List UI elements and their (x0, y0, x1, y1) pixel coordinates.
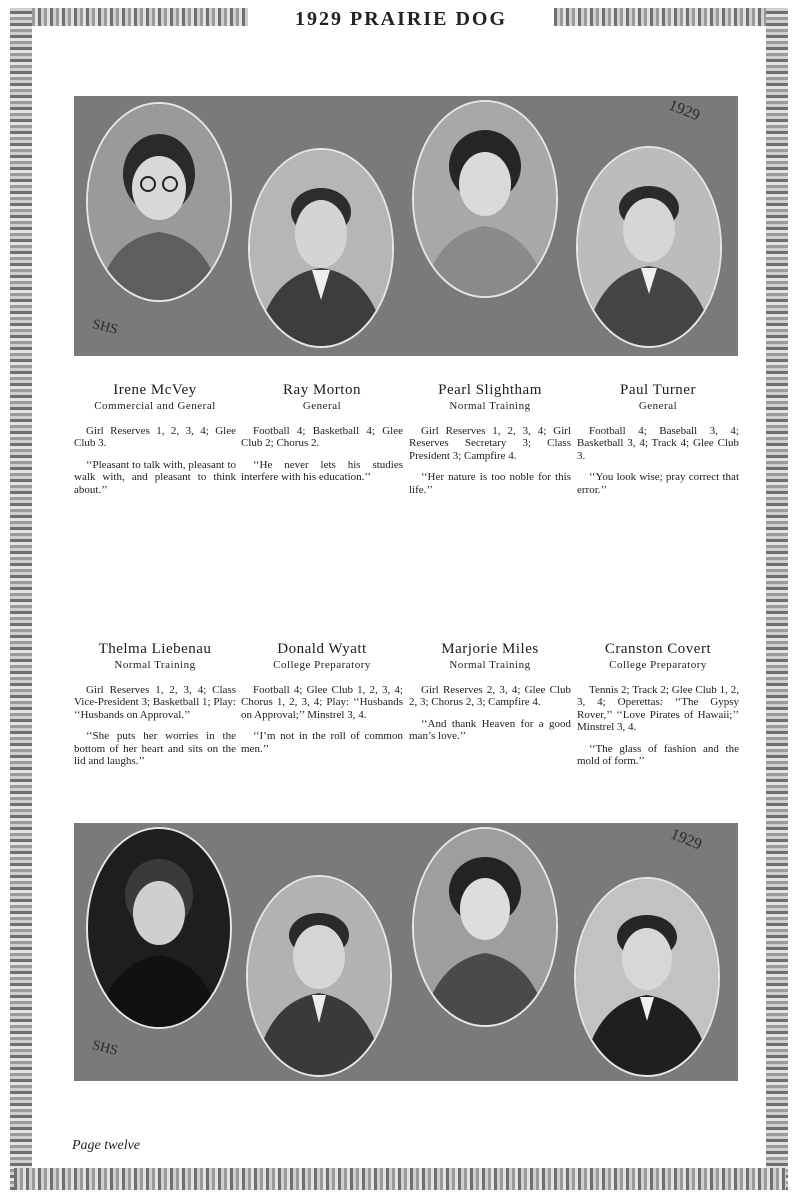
student-activities: Girl Reserves 1, 2, 3, 4; Class Vice-President 3; Basketball 1; Play: ‘‘Husbands on Approval.’’ (74, 683, 236, 721)
student-name: Ray Morton (283, 382, 361, 398)
student-name: Thelma Liebenau (98, 641, 212, 657)
student-name: Donald Wyatt (277, 641, 367, 657)
page-title: 1929 PRAIRIE DOG (294, 8, 507, 30)
student-quote: ‘‘I’m not in the roll of common men.’’ (241, 730, 403, 755)
header (248, 4, 554, 34)
student-entry (241, 381, 403, 484)
student-name: Pearl Slightham (438, 382, 542, 398)
student-name: Paul Turner (620, 382, 696, 398)
student-activities: Girl Reserves 2, 3, 4; Glee Club 2, 3; Chorus 2, 3; Campfire 4. (409, 683, 571, 708)
student-quote: ‘‘And thank Heaven for a good man’s love.’’ (409, 717, 571, 742)
decorative-border-bottom (14, 1168, 786, 1190)
student-activities: Football 4; Basketball 4; Glee Club 2; Chorus 2. (241, 424, 403, 449)
student-activities: Girl Reserves 1, 2, 3, 4; Girl Reserves Secretary 3; Class President 3; Campfire 4. (409, 424, 571, 462)
student-entry (409, 640, 571, 743)
student-entry (577, 640, 739, 768)
portrait-marjorie-miles (412, 827, 558, 1027)
student-quote: ‘‘She puts her worries in the bottom of her heart and sits on the lid and laughs.’’ (74, 730, 236, 767)
portrait-pearl-slightham (412, 100, 558, 298)
student-course: Normal Training (449, 400, 531, 412)
decorative-border-right (766, 8, 788, 1190)
student-course: College Preparatory (273, 659, 371, 671)
initials-stamp-top: SHS (90, 317, 120, 338)
student-name: Marjorie Miles (441, 641, 539, 657)
portrait-donald-wyatt (246, 875, 392, 1077)
student-course: Normal Training (449, 659, 531, 671)
student-activities: Tennis 2; Track 2; Glee Club 1, 2, 3, 4; Operettas: ‘‘The Gypsy Rover,’’ ‘‘Love Pirates of Hawaii;’’ Minstrel 3, 4. (577, 683, 739, 733)
student-activities: Football 4; Glee Club 1, 2, 3, 4; Chorus 1, 2, 3, 4; Play: ‘‘Husbands on Approval;’’ Minstrel 3, 4. (241, 683, 403, 721)
student-entry (74, 640, 236, 768)
student-course: General (302, 400, 342, 412)
portrait-irene-mcvey (86, 102, 232, 302)
decorative-border-left (10, 8, 32, 1190)
student-name: Irene McVey (113, 382, 197, 398)
student-quote: ‘‘Her nature is too noble for this life.’’ (409, 471, 571, 496)
student-quote: ‘‘He never lets his studies interfere with his education.’’ (241, 458, 403, 483)
photo-strip-bottom (74, 823, 738, 1081)
student-course: College Preparatory (609, 659, 707, 671)
student-entry (241, 640, 403, 755)
student-entry (577, 381, 739, 496)
student-course: General (638, 400, 678, 412)
student-entry (74, 381, 236, 496)
student-course: Commercial and General (94, 400, 216, 412)
student-name: Cranston Covert (604, 641, 712, 657)
photo-strip-top (74, 96, 738, 356)
student-course: Normal Training (114, 659, 196, 671)
student-activities: Girl Reserves 1, 2, 3, 4; Glee Club 3. (74, 424, 236, 449)
initials-stamp-bottom: SHS (90, 1038, 120, 1059)
year-stamp-top: 1929 (666, 96, 703, 125)
student-activities: Football 4; Baseball 3, 4; Basketball 3, 4; Track 4; Glee Club 3. (577, 424, 739, 462)
portrait-paul-turner (576, 146, 722, 348)
year-stamp-bottom: 1929 (668, 825, 705, 854)
portrait-ray-morton (248, 148, 394, 348)
student-quote: ‘‘Pleasant to talk with, pleasant to walk with, and pleasant to think about.’’ (74, 458, 236, 496)
page-number-label: Page twelve (72, 1138, 141, 1153)
portrait-cranston-covert (574, 877, 720, 1077)
student-entry (409, 381, 571, 496)
student-quote: ‘‘You look wise; pray correct that error.’’ (577, 471, 739, 496)
portrait-thelma-liebenau (86, 827, 232, 1029)
student-quote: ‘‘The glass of fashion and the mold of form.’’ (577, 742, 739, 767)
